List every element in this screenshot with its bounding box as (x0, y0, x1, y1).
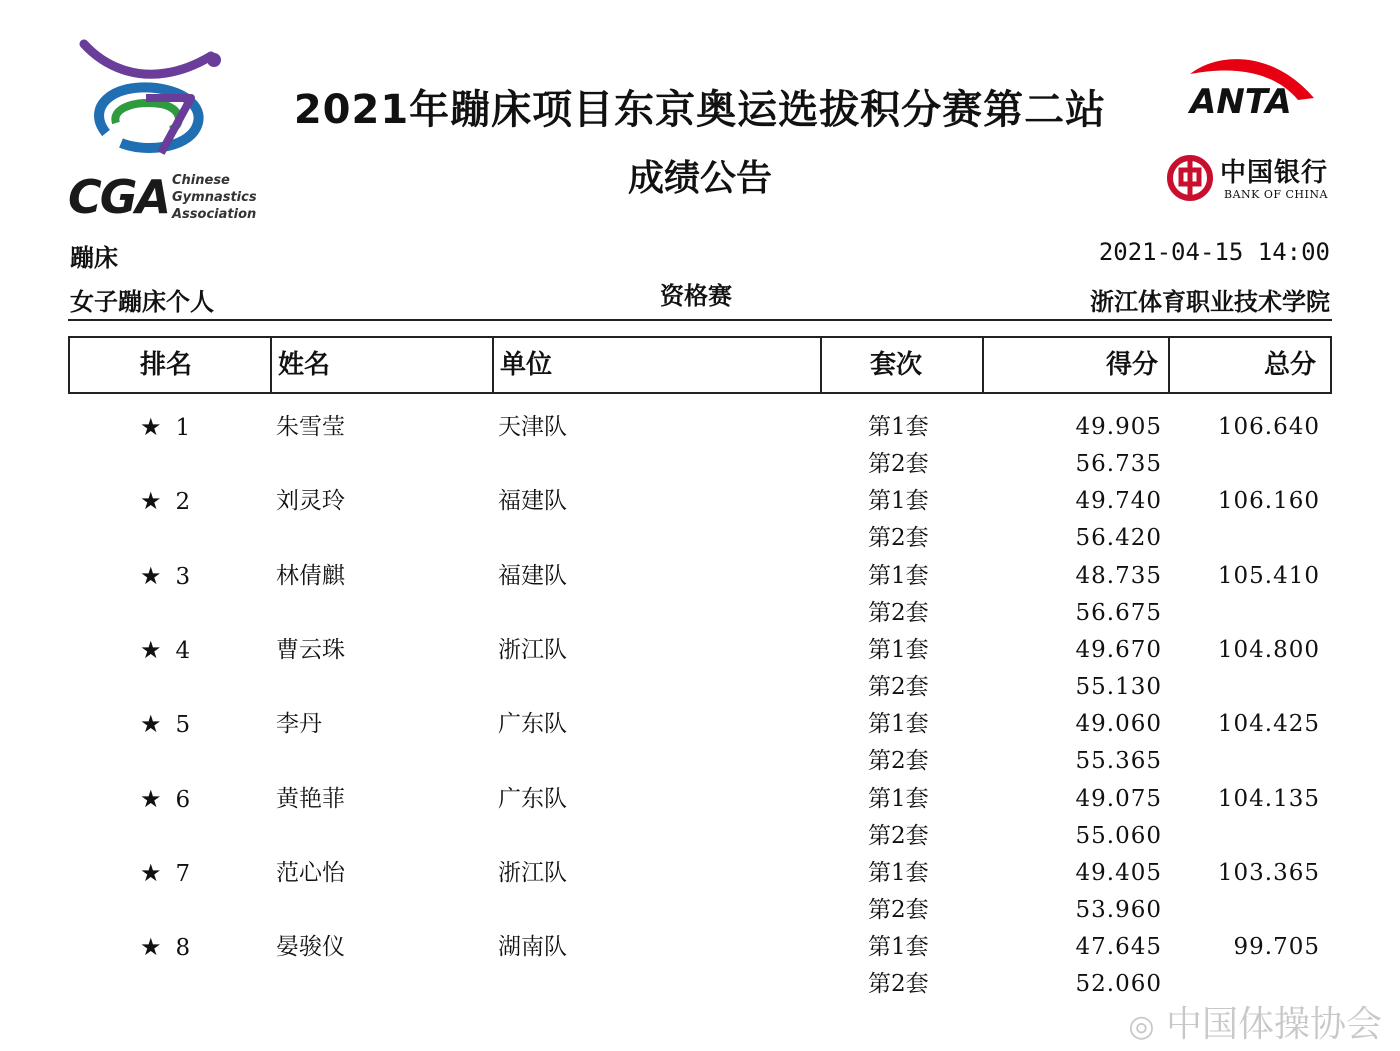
team-name: 浙江队 (498, 860, 567, 886)
set-label: 第1套 (868, 860, 929, 886)
team-name: 湖南队 (498, 934, 567, 960)
total-score: 104.135 (1217, 786, 1320, 812)
column-divider (820, 338, 822, 392)
star-icon: ★ (140, 933, 162, 961)
athlete-name: 朱雪莹 (276, 414, 345, 440)
watermark-text: 中国体操协会 (1165, 1004, 1382, 1045)
rank-value: 5 (175, 712, 191, 738)
column-divider (492, 338, 494, 392)
table-row (0, 706, 1400, 743)
rank-value: 6 (175, 787, 191, 813)
rank-cell (140, 855, 200, 893)
table-row (0, 743, 1400, 780)
boc-english-name: BANK OF CHINA (1224, 188, 1328, 201)
weibo-watermark (1128, 996, 1382, 1047)
set-label: 第2套 (868, 748, 929, 774)
set-label: 第2套 (868, 525, 929, 551)
total-score: 105.410 (1217, 563, 1320, 589)
boc-chinese-name: 中国银行 (1220, 158, 1329, 188)
cga-wordmark: CGA (68, 170, 170, 224)
set-score: 52.060 (1075, 971, 1162, 997)
column-header-name: 姓名 (278, 350, 331, 380)
rank-value: 7 (175, 861, 191, 887)
rank-value: 3 (175, 564, 191, 590)
team-name: 天津队 (498, 414, 567, 440)
team-name: 福建队 (498, 488, 567, 514)
set-label: 第2套 (868, 451, 929, 477)
rank-value: 4 (175, 638, 191, 664)
set-label: 第2套 (868, 600, 929, 626)
table-row (0, 483, 1400, 520)
set-label: 第1套 (868, 934, 929, 960)
total-score: 103.365 (1217, 860, 1320, 886)
cga-fullname: Chinese Gymnastics Association (172, 173, 257, 222)
set-score: 49.740 (1075, 488, 1162, 514)
phase-label: 资格赛 (660, 282, 732, 310)
athlete-name: 曹云珠 (276, 637, 345, 663)
discipline-label: 蹦床 (70, 244, 118, 272)
table-row (0, 595, 1400, 632)
set-score: 49.060 (1075, 711, 1162, 737)
column-header-set: 套次 (870, 350, 923, 380)
set-score: 49.405 (1075, 860, 1162, 886)
anta-wordmark: ANTA (1190, 82, 1292, 122)
athlete-name: 林倩麒 (276, 563, 345, 589)
athlete-name: 晏骏仪 (276, 934, 345, 960)
set-label: 第1套 (868, 488, 929, 514)
rank-cell (140, 558, 200, 596)
athlete-name: 刘灵玲 (276, 488, 345, 514)
rank-cell (140, 781, 200, 819)
team-name: 广东队 (498, 786, 567, 812)
page-title: 2021年蹦床项目东京奥运选拔积分赛第二站 (293, 87, 1107, 133)
total-score: 106.640 (1217, 414, 1320, 440)
star-icon: ★ (140, 562, 162, 590)
column-header-team: 单位 (500, 350, 553, 380)
total-score: 104.800 (1217, 637, 1320, 663)
column-header-rank: 排名 (140, 350, 193, 380)
team-name: 浙江队 (498, 637, 567, 663)
table-row (0, 669, 1400, 706)
set-score: 49.075 (1075, 786, 1162, 812)
set-score: 56.420 (1075, 525, 1162, 551)
table-header (68, 336, 1332, 394)
column-divider (982, 338, 984, 392)
table-row (0, 632, 1400, 669)
weibo-icon: ◎ (1128, 1009, 1155, 1044)
star-icon: ★ (140, 487, 162, 515)
star-icon: ★ (140, 785, 162, 813)
athlete-name: 范心怡 (276, 860, 345, 886)
rank-cell (140, 929, 200, 967)
rank-cell (140, 483, 200, 521)
rank-value: 2 (175, 489, 191, 515)
set-label: 第1套 (868, 637, 929, 663)
rank-value: 1 (175, 415, 191, 441)
table-row (0, 929, 1400, 966)
set-label: 第1套 (868, 414, 929, 440)
column-divider (1168, 338, 1170, 392)
column-header-total: 总分 (1264, 350, 1317, 380)
set-label: 第2套 (868, 971, 929, 997)
athlete-name: 李丹 (276, 711, 322, 737)
set-score: 49.670 (1075, 637, 1162, 663)
athlete-name: 黄艳菲 (276, 786, 345, 812)
set-score: 55.365 (1075, 748, 1162, 774)
total-score: 106.160 (1217, 488, 1320, 514)
column-header-score: 得分 (1106, 350, 1159, 380)
set-score: 56.675 (1075, 600, 1162, 626)
table-row (0, 781, 1400, 818)
header-divider (68, 319, 1332, 321)
set-score: 49.905 (1075, 414, 1162, 440)
table-row (0, 558, 1400, 595)
set-score: 53.960 (1075, 897, 1162, 923)
table-row (0, 520, 1400, 557)
set-score: 48.735 (1075, 563, 1162, 589)
table-row (0, 409, 1400, 446)
event-label: 女子蹦床个人 (70, 288, 214, 316)
column-divider (270, 338, 272, 392)
table-row (0, 818, 1400, 855)
total-score: 104.425 (1217, 711, 1320, 737)
set-label: 第2套 (868, 823, 929, 849)
star-icon: ★ (140, 710, 162, 738)
team-name: 福建队 (498, 563, 567, 589)
set-label: 第2套 (868, 897, 929, 923)
team-name: 广东队 (498, 711, 567, 737)
total-score: 99.705 (1233, 934, 1320, 960)
set-label: 第2套 (868, 674, 929, 700)
page-subtitle: 成绩公告 (627, 158, 772, 199)
set-score: 56.735 (1075, 451, 1162, 477)
rank-cell (140, 409, 200, 447)
star-icon: ★ (140, 636, 162, 664)
set-label: 第1套 (868, 786, 929, 812)
star-icon: ★ (140, 859, 162, 887)
rank-value: 8 (175, 935, 191, 961)
venue-label: 浙江体育职业技术学院 (1090, 288, 1330, 316)
set-label: 第1套 (868, 711, 929, 737)
set-label: 第1套 (868, 563, 929, 589)
table-row (0, 855, 1400, 892)
table-row (0, 892, 1400, 929)
set-score: 55.060 (1075, 823, 1162, 849)
set-score: 55.130 (1075, 674, 1162, 700)
datetime-label: 2021-04-15 14:00 (1098, 238, 1330, 266)
set-score: 47.645 (1075, 934, 1162, 960)
table-row (0, 446, 1400, 483)
rank-cell (140, 632, 200, 670)
rank-cell (140, 706, 200, 744)
star-icon: ★ (140, 413, 162, 441)
